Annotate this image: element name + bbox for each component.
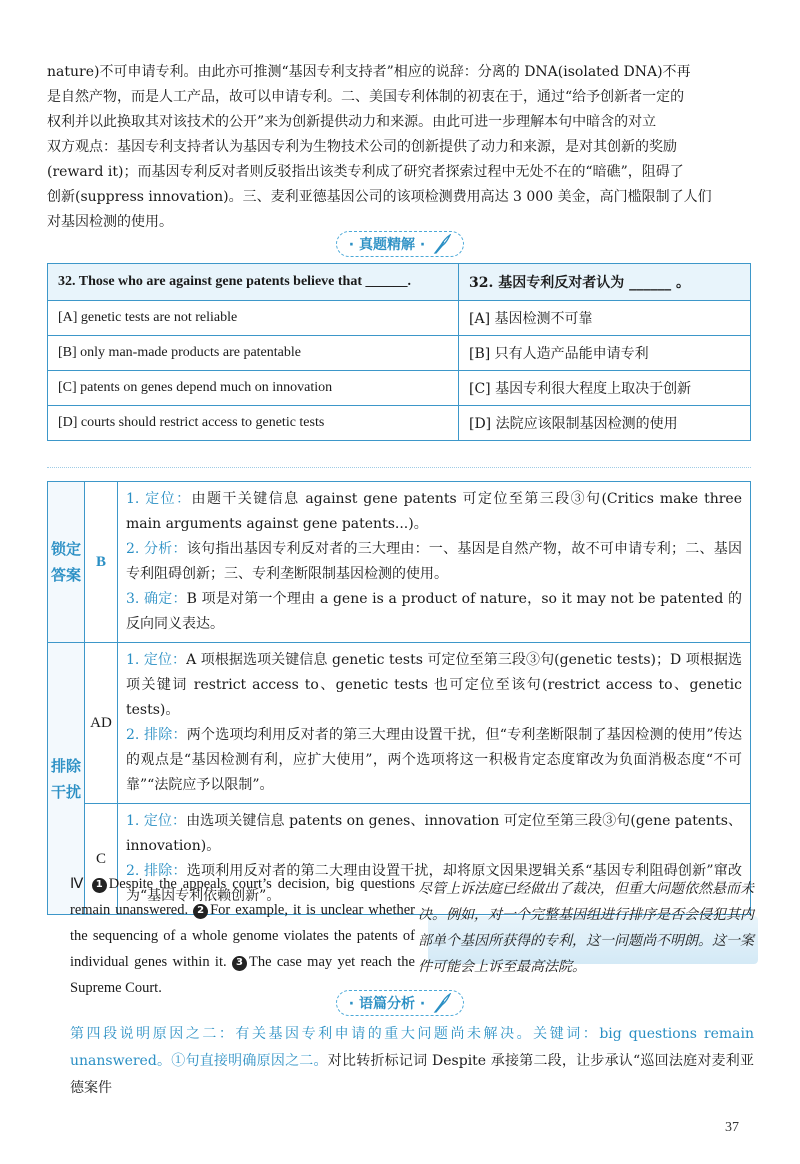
analysis-lead-2: ①句直接明确原因之二。 bbox=[171, 1053, 328, 1069]
section-pill bbox=[336, 231, 464, 257]
item-tag: 1. 定位： bbox=[126, 652, 187, 668]
option-row bbox=[48, 336, 751, 371]
question-table bbox=[47, 263, 751, 441]
answer-label bbox=[48, 482, 85, 643]
question-stem-row bbox=[48, 264, 751, 301]
answer-explanation bbox=[118, 482, 751, 643]
question-stem-en: 32. Those who are against gene patents believe that ______. bbox=[48, 264, 459, 301]
item-tag: 3. 确定： bbox=[126, 591, 187, 607]
option-b-en: [B] only man-made products are patentable bbox=[48, 336, 459, 371]
intro-line: 双方观点：基因专利支持者认为基因专利为生物技术公司的创新提供了动力和来源，是对其创新的奖励 bbox=[47, 139, 677, 155]
distractor-option: AD bbox=[85, 643, 118, 804]
item-tag: 2. 排除： bbox=[126, 727, 187, 743]
translation-block bbox=[418, 876, 754, 974]
answer-option: B bbox=[85, 482, 118, 643]
item-text: B 项是对第一个理由 a gene is a product of nature，so it may not be patented 的反向同义表达。 bbox=[126, 591, 742, 632]
item-text: A 项根据选项关键信息 genetic tests 可定位至第三段③句(genetic tests)；D 项根据选项关键词 restrict access to、genetic tests 也可定位至该句(restrict access to、genetic tests)。 bbox=[126, 652, 742, 718]
option-d-en: [D] courts should restrict access to genetic tests bbox=[48, 406, 459, 441]
option-c-en: [C] patents on genes depend much on innovation bbox=[48, 371, 459, 406]
page-number: 37 bbox=[725, 1120, 739, 1135]
passage-sentence: Despite the appeals court’s decision, big questions remain unanswered. bbox=[70, 876, 415, 918]
section-title: · 真题精解 · bbox=[348, 237, 426, 253]
distractor-item bbox=[126, 723, 742, 798]
intro-paragraph bbox=[47, 60, 752, 235]
option-a-en: [A] genetic tests are not reliable bbox=[48, 301, 459, 336]
item-text: 由选项关键信息 patents on genes、innovation 可定位至第三段③句(gene patents、innovation)。 bbox=[126, 813, 743, 854]
intro-line: 对基因检测的使用。 bbox=[47, 214, 173, 230]
passage-sentence: For example, it is unclear whether the sequencing of a whole genome violates the patents of individual genes within it. bbox=[70, 902, 415, 970]
answer-row bbox=[48, 482, 751, 643]
sentence-number: 2 bbox=[193, 904, 208, 919]
item-tag: 1. 定位： bbox=[126, 813, 187, 829]
distractor-row bbox=[48, 643, 751, 804]
item-tag: 2. 排除： bbox=[126, 863, 187, 879]
answer-item bbox=[126, 487, 742, 537]
item-tag: 2. 分析： bbox=[126, 541, 187, 557]
distractor-option: C bbox=[85, 804, 118, 915]
intro-line: (reward it)；而基因专利反对者则反驳指出该类专利成了研究者探索过程中无处不在的“暗礁”，阻碍了 bbox=[47, 164, 684, 180]
paragraph-number: Ⅳ bbox=[70, 876, 86, 892]
section-heading-discourse bbox=[0, 990, 800, 1016]
quill-pen-icon bbox=[433, 234, 451, 254]
analysis-lead: 第四段说明原因之二：有关基因专利申请的重大问题尚未解决。关键词：big questions remain unanswered。 bbox=[70, 1026, 754, 1069]
item-tag: 1. 定位： bbox=[126, 491, 192, 507]
item-text: 两个选项均利用反对者的第三大理由设置干扰，但“专利垄断限制了基因检测的使用”传达的观点是“基因检测有利，应扩大使用”，两个选项将这一积极肯定态度窜改为负面消极态度“不可靠”“法院应予以限制”。 bbox=[126, 727, 743, 793]
quill-pen-icon bbox=[433, 993, 451, 1013]
option-b-zh: [B] 只有人造产品能申请专利 bbox=[459, 336, 751, 371]
option-row bbox=[48, 301, 751, 336]
option-row bbox=[48, 371, 751, 406]
sentence-number: 1 bbox=[92, 878, 107, 893]
intro-line: 创新(suppress innovation)。三、麦利亚德基因公司的该项检测费用高达 3 000 美金，高门槛限制了人们 bbox=[47, 189, 712, 205]
item-text: 由题干关键信息 against gene patents 可定位至第三段③句(Critics make three main arguments against gene patents...)。 bbox=[126, 491, 742, 532]
passage-paragraph bbox=[70, 871, 415, 1001]
translation-text: 尽管上诉法庭已经做出了裁决，但重大问题依然悬而未决。例如，对一个完整基因组进行排序是否会侵犯其内部单个基因所获得的专利，这一问题尚不明朗。这一案件可能会上诉至最高法院。 bbox=[418, 881, 754, 975]
intro-line: 权利并以此换取其对该技术的公开”来为创新提供动力和来源。由此可进一步理解本句中暗含的对立 bbox=[47, 114, 657, 130]
section-pill bbox=[336, 990, 464, 1016]
option-d-zh: [D] 法院应该限制基因检测的使用 bbox=[459, 406, 751, 441]
analysis-text: 对比转折标记词 Despite 承接第二段，让步承认“巡回法庭对麦利亚德案件 bbox=[70, 1053, 755, 1096]
distractor-explanation bbox=[118, 643, 751, 804]
distractor-item bbox=[126, 648, 742, 723]
question-stem-zh: 32. 基因专利反对者认为 ______ 。 bbox=[459, 264, 751, 301]
answer-item bbox=[126, 587, 742, 637]
sentence-number: 3 bbox=[232, 956, 247, 971]
section-title: · 语篇分析 · bbox=[348, 996, 426, 1012]
distractor-label-text: 排除 干扰 bbox=[50, 756, 81, 801]
item-text: 选项利用反对者的第二大理由设置干扰，却将原文因果逻辑关系“基因专利阻碍创新”窜改为“基因专利依赖创新”。 bbox=[126, 863, 743, 904]
divider bbox=[47, 467, 751, 468]
option-a-zh: [A] 基因检测不可靠 bbox=[459, 301, 751, 336]
option-c-zh: [C] 基因专利很大程度上取决于创新 bbox=[459, 371, 751, 406]
answer-table bbox=[47, 481, 751, 915]
section-heading-exam bbox=[0, 231, 800, 257]
answer-item bbox=[126, 537, 742, 587]
distractor-item bbox=[126, 809, 742, 859]
item-text: 该句指出基因专利反对者的三大理由：一、基因是自然产物，故不可申请专利；二、基因专利阻碍创新；三、专利垄断限制基因检测的使用。 bbox=[126, 541, 742, 582]
intro-line: 是自然产物，而是人工产品，故可以申请专利。二、美国专利体制的初衷在于，通过“给予创新者一定的 bbox=[47, 89, 685, 105]
passage-sentence: The case may yet reach the Supreme Court. bbox=[70, 954, 415, 996]
intro-line: nature)不可申请专利。由此亦可推测“基因专利支持者”相应的说辞：分离的 DNA(isolated DNA)不再 bbox=[47, 64, 691, 80]
answer-label-text: 锁定 答案 bbox=[50, 540, 81, 584]
option-row bbox=[48, 406, 751, 441]
analysis-paragraph bbox=[70, 1021, 754, 1102]
